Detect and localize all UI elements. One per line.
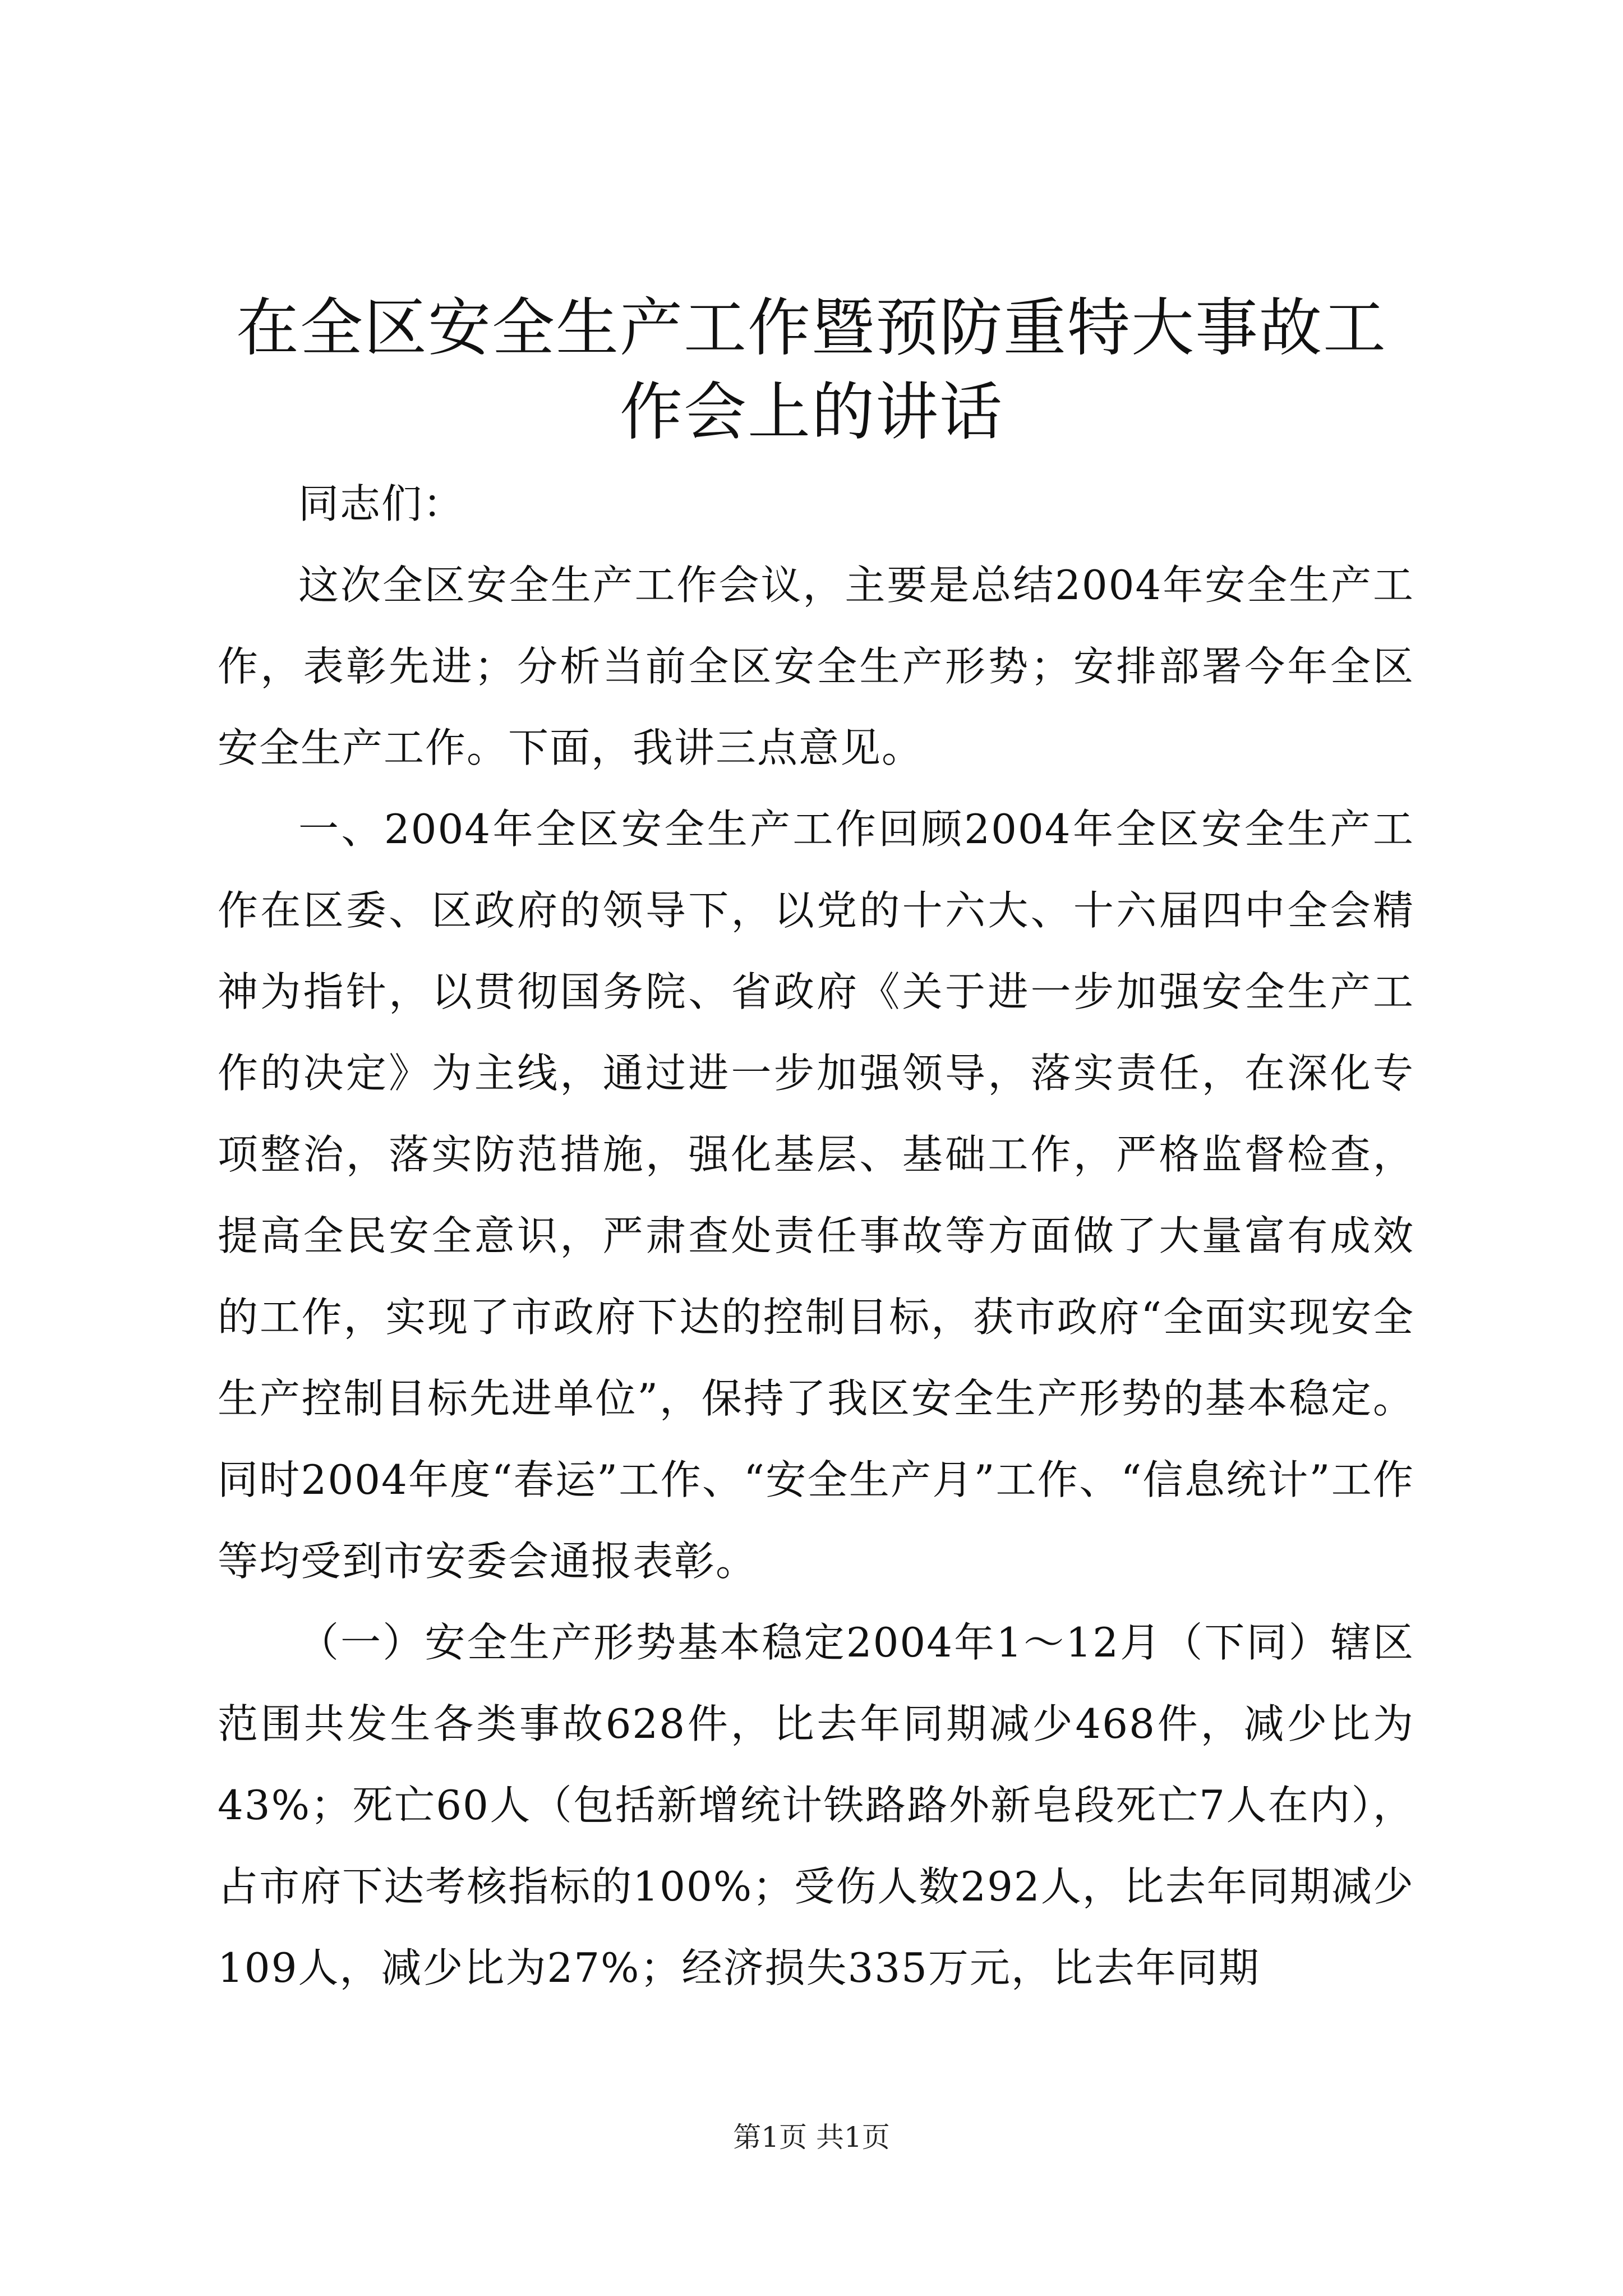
document-title: 在全区安全生产工作暨预防重特大事故工作会上的讲话 xyxy=(236,292,1387,449)
document-body xyxy=(218,463,1414,2009)
paragraph-intro: 这次全区安全生产工作会议，主要是总结2004年安全生产工作，表彰先进；分析当前全区安全生产形势；安排部署今年全区安全生产工作。下面，我讲三点意见。 xyxy=(218,562,1414,771)
paragraph-salutation: 同志们： xyxy=(298,480,465,527)
page-footer: 第1页 共1页 xyxy=(733,2121,890,2154)
paragraph-situation: （一）安全生产形势基本稳定2004年1～12月（下同）辖区范围共发生各类事故628件，比去年同期减少468件，减少比为43%；死亡60人（包括新增统计铁路路外新皂段死亡7人在内），占市府下达考核指标的100%；受伤人数292人，比去年同期减少109人，减少比为27%；经济损失335万元，比去年同期 xyxy=(218,1619,1414,1991)
paragraph-review: 一、2004年全区安全生产工作回顾2004年全区安全生产工作在区委、区政府的领导下，以党的十六大、十六届四中全会精神为指针，以贯彻国务院、省政府《关于进一步加强安全生产工作的决定》为主线，通过进一步加强领导，落实责任，在深化专项整治，落实防范措施，强化基层、基础工作，严格监督检查，提高全民安全意识，严肃查处责任事故等方面做了大量富有成效的工作，实现了市政府下达的控制目标，获市政府“全面实现安全生产控制目标先进单位”，保持了我区安全生产形势的基本稳定。同时2004年度“春运”工作、“安全生产月”工作、“信息统计”工作等均受到市安委会通报表彰。 xyxy=(218,806,1414,1585)
